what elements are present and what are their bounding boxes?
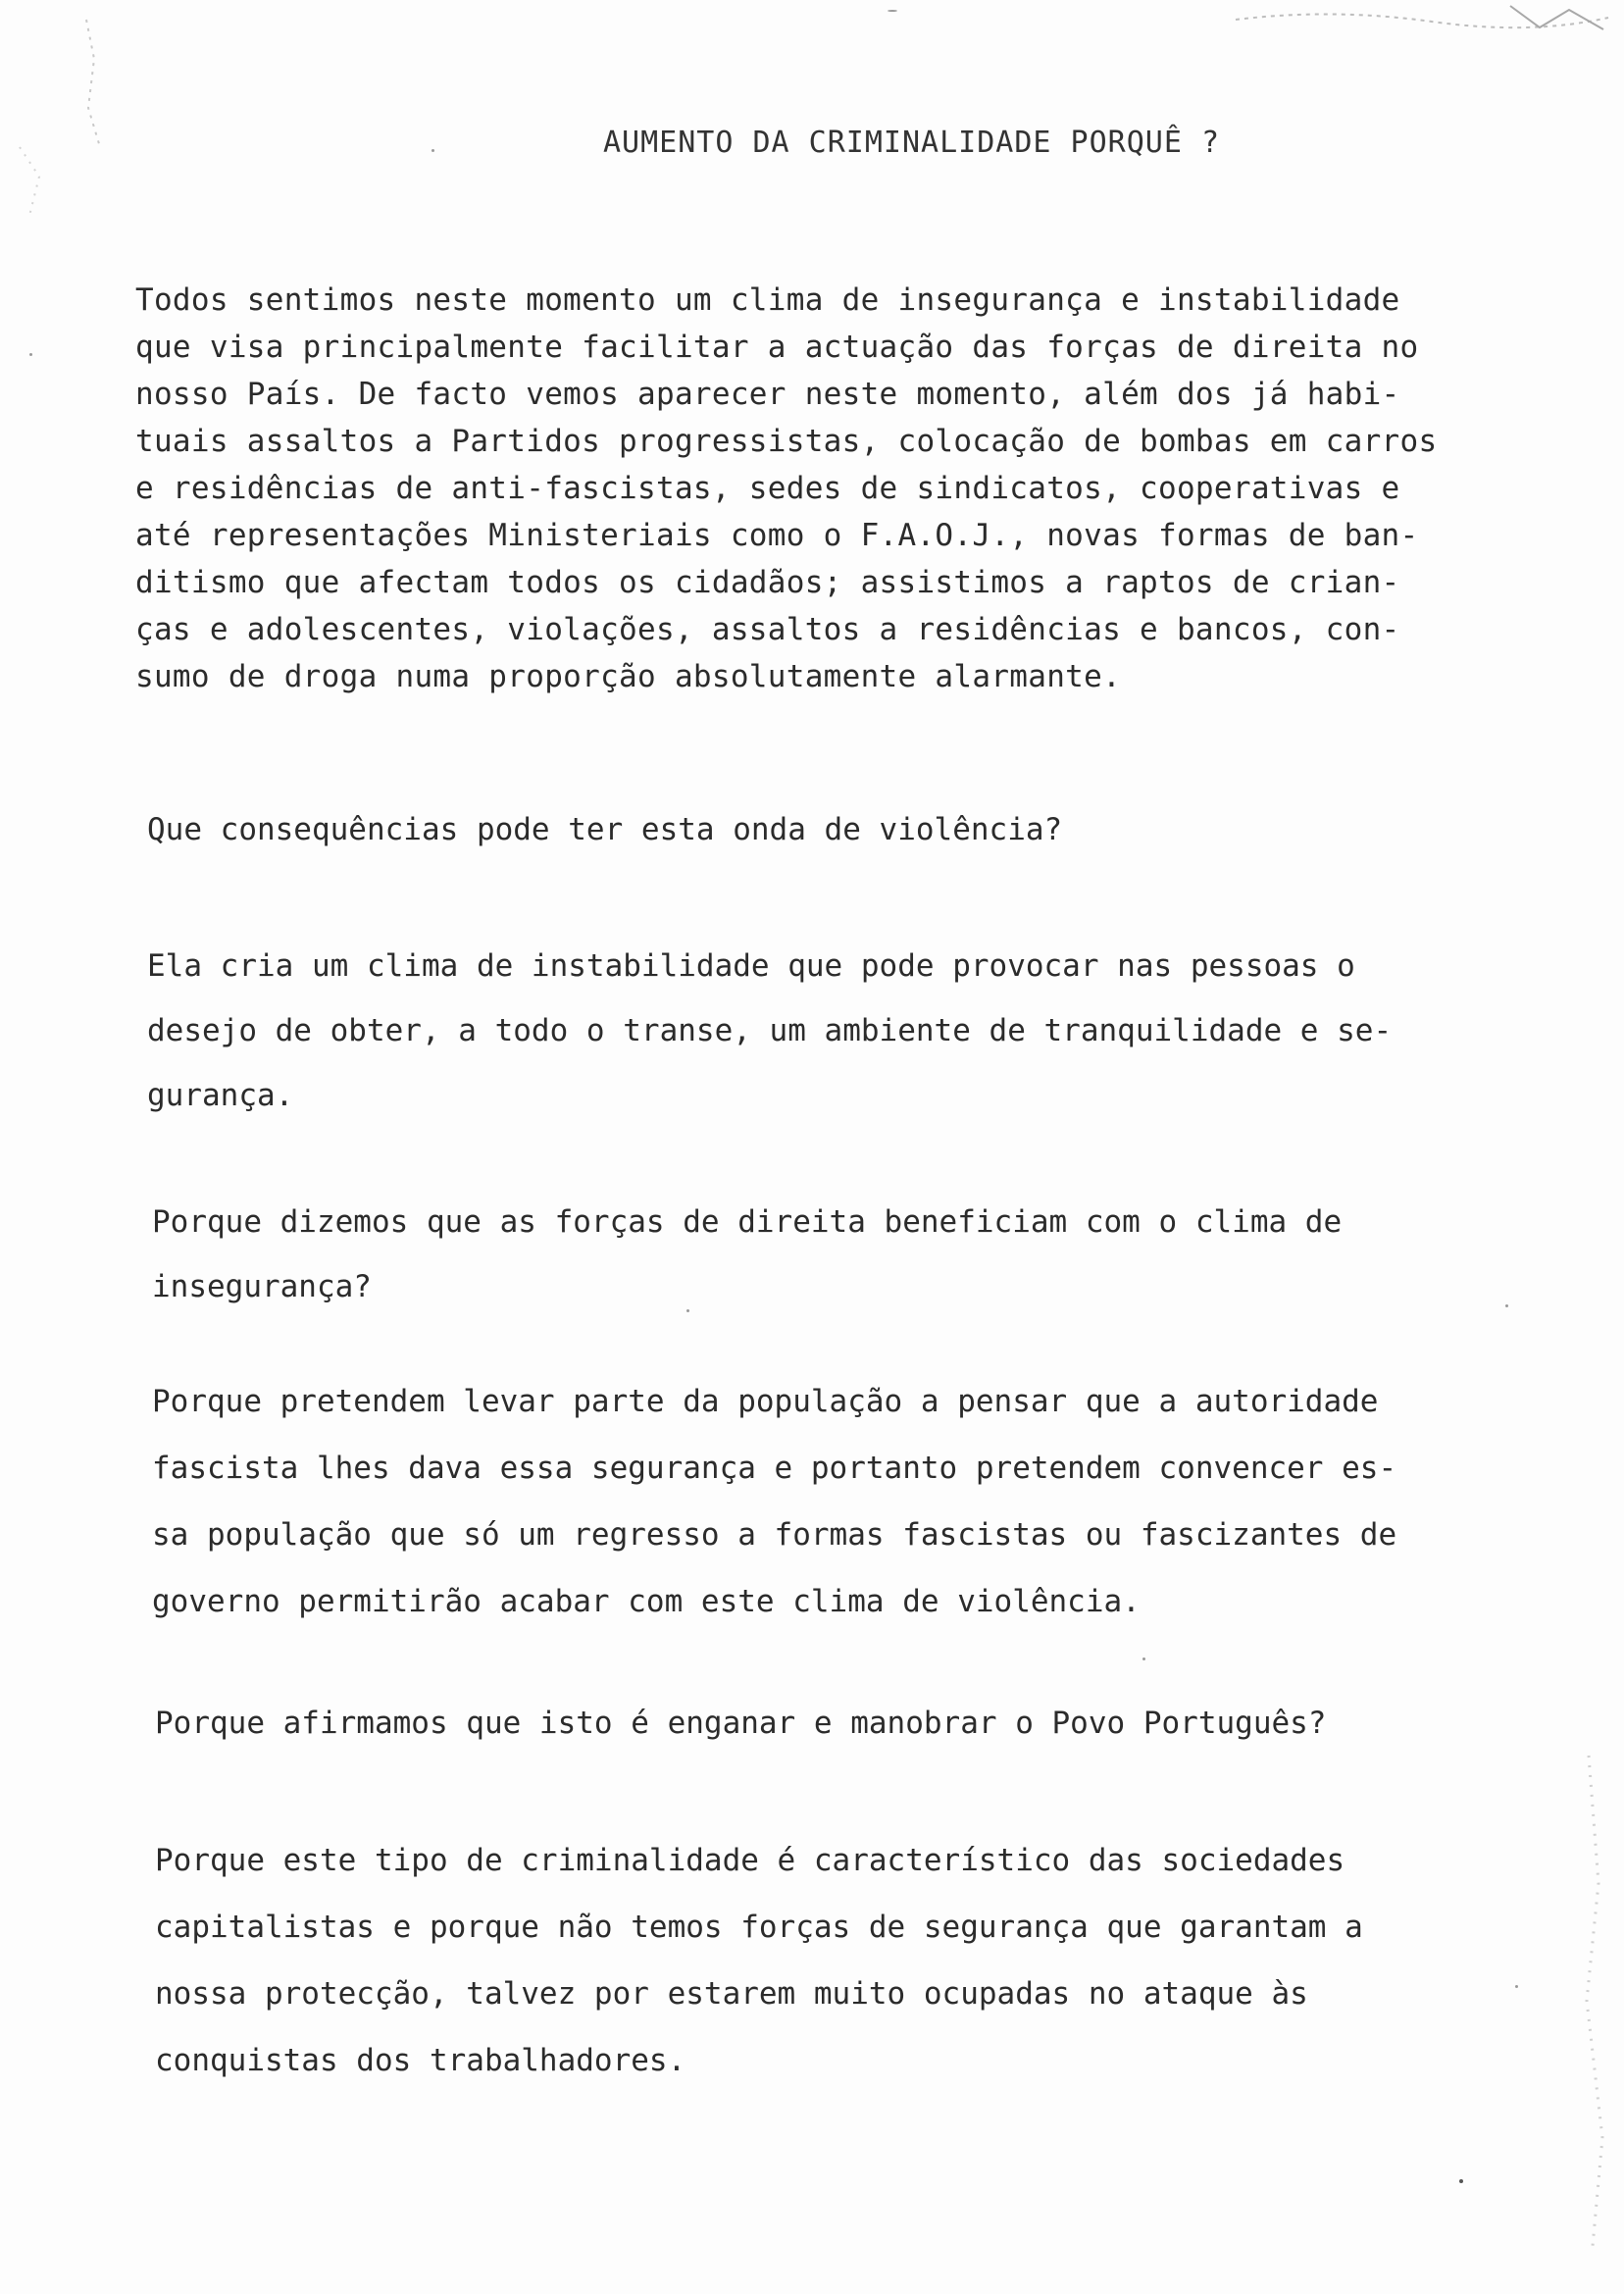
scan-artifact-right-edge [1559, 1746, 1624, 2256]
text-line: sa população que só um regresso a formas fascistas ou fascizantes de [152, 1517, 1397, 1553]
text-line: conquistas dos trabalhadores. [155, 2043, 686, 2078]
text-line: sumo de droga numa proporção absolutamente alarmante. [135, 659, 1122, 694]
question-2 [152, 1190, 1342, 1319]
text-line: até representações Ministeriais como o F.A.O.J., novas formas de ban- [135, 518, 1419, 553]
answer-2 [152, 1368, 1396, 1635]
question-text: Porque dizemos que as forças de direita beneficiam com o clima de [152, 1204, 1343, 1240]
speck [1142, 1657, 1145, 1660]
text-line: gurança. [147, 1078, 294, 1113]
text-line: desejo de obter, a todo o transe, um ambiente de tranquilidade e se- [147, 1013, 1393, 1048]
text-line: nosso País. De facto vemos aparecer neste momento, além dos já habi- [135, 377, 1400, 412]
question-text: Porque afirmamos que isto é enganar e manobrar o Povo Português? [155, 1706, 1327, 1741]
speck [1505, 1304, 1508, 1307]
scan-artifact-top-right [1216, 0, 1624, 59]
scan-artifact-left-edge [0, 0, 157, 255]
question-text: Que consequências pode ter esta onda de violência? [147, 812, 1063, 847]
text-line: governo permitirão acabar com este clima de violência. [152, 1584, 1141, 1619]
speck [29, 353, 32, 356]
intro-paragraph [135, 277, 1437, 700]
text-line: que visa principalmente facilitar a actuação das forças de direita no [135, 330, 1419, 365]
text-line: fascista lhes dava essa segurança e portanto pretendem convencer es- [152, 1451, 1397, 1486]
text-line: tuais assaltos a Partidos progressistas, colocação de bombas em carros [135, 424, 1438, 459]
answer-1 [147, 934, 1392, 1128]
text-line: Porque pretendem levar parte da população a pensar que a autoridade [152, 1384, 1379, 1419]
speck [1515, 1985, 1518, 1988]
text-line: nossa protecção, talvez por estarem muito ocupadas no ataque às [155, 1976, 1308, 2012]
text-line: Todos sentimos neste momento um clima de insegurança e instabilidade [135, 282, 1400, 318]
question-text: insegurança? [152, 1269, 372, 1304]
speck [1459, 2179, 1463, 2183]
question-3 [155, 1700, 1326, 1747]
text-line: e residências de anti-fascistas, sedes de sindicatos, cooperativas e [135, 471, 1400, 506]
text-line: capitalistas e porque não temos forças de segurança que garantam a [155, 1910, 1363, 1945]
speck [888, 10, 897, 12]
speck [431, 149, 434, 152]
document-title: AUMENTO DA CRIMINALIDADE PORQUÊ ? [603, 126, 1221, 160]
question-1 [147, 806, 1062, 853]
text-line: ças e adolescentes, violações, assaltos a residências e bancos, con- [135, 612, 1400, 647]
answer-3 [155, 1827, 1363, 2094]
text-line: ditismo que afectam todos os cidadãos; assistimos a raptos de crian- [135, 565, 1400, 600]
text-line: Porque este tipo de criminalidade é característico das sociedades [155, 1843, 1345, 1878]
text-line: Ela cria um clima de instabilidade que pode provocar nas pessoas o [147, 948, 1355, 984]
